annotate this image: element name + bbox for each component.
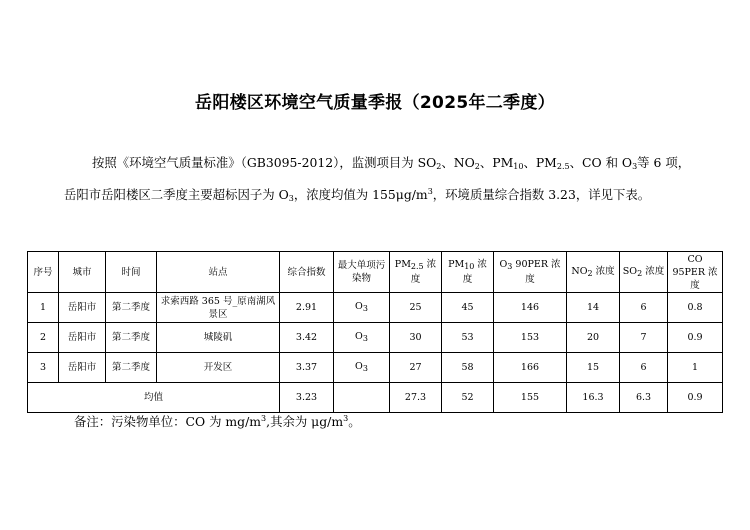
header-o3: $O_3$ 90PER 浓度 [494,252,567,293]
header-city: 城市 [59,252,106,293]
cell-seq: 2 [28,323,59,353]
cell-pm10: 45 [442,293,494,323]
table-row [28,323,723,353]
cell-no2: 14 [567,293,620,323]
cell-station: 城陵矶 [157,323,280,353]
cell-so2: 6 [620,353,668,383]
header-pm25: $PM_{2.5}$ 浓度 [390,252,442,293]
air-quality-table [27,251,723,413]
cell-time: 第二季度 [106,293,157,323]
cell-station: 开发区 [157,353,280,383]
cell-o3: 146 [494,293,567,323]
cell-pollutant: $O_3$ [334,323,390,353]
cell-pollutant: $O_3$ [334,293,390,323]
cell-seq: 3 [28,353,59,383]
footnote: 备注：污染物单位：CO 为 $mg/m^3$,其余为 $\mu g/m^3$。 [74,414,361,429]
cell-city: 岳阳市 [59,323,106,353]
header-station: 站点 [157,252,280,293]
average-pm25: 27.3 [390,383,442,413]
cell-o3: 166 [494,353,567,383]
cell-index: 3.37 [280,353,334,383]
cell-time: 第二季度 [106,323,157,353]
header-no2: $NO_2$ 浓度 [567,252,620,293]
header-pollutant: 最大单项污染物 [334,252,390,293]
table-row [28,293,723,323]
average-o3: 155 [494,383,567,413]
average-so2: 6.3 [620,383,668,413]
cell-seq: 1 [28,293,59,323]
average-co: 0.9 [668,383,723,413]
cell-pm25: 27 [390,353,442,383]
cell-pm10: 53 [442,323,494,353]
cell-no2: 20 [567,323,620,353]
cell-index: 2.91 [280,293,334,323]
table-average-row [28,383,723,413]
cell-city: 岳阳市 [59,293,106,323]
cell-co: 0.9 [668,323,723,353]
header-co: CO 95PER 浓度 [668,252,723,293]
cell-time: 第二季度 [106,353,157,383]
average-no2: 16.3 [567,383,620,413]
cell-co: 0.8 [668,293,723,323]
average-label: 均值 [28,383,280,413]
cell-so2: 6 [620,293,668,323]
cell-pm10: 58 [442,353,494,383]
header-seq: 序号 [28,252,59,293]
cell-pm25: 30 [390,323,442,353]
table-header-row [28,252,723,293]
header-time: 时间 [106,252,157,293]
cell-pm25: 25 [390,293,442,323]
header-index: 综合指数 [280,252,334,293]
cell-so2: 7 [620,323,668,353]
cell-no2: 15 [567,353,620,383]
cell-co: 1 [668,353,723,383]
cell-station: 求索西路 365 号_原南湖风景区 [157,293,280,323]
header-so2: $SO_2$ 浓度 [620,252,668,293]
report-title: 岳阳楼区环境空气质量季报（2025年二季度） [195,93,555,113]
cell-city: 岳阳市 [59,353,106,383]
average-pm10: 52 [442,383,494,413]
table-row [28,353,723,383]
average-pollutant [334,383,390,413]
header-pm10: $PM_{10}$ 浓度 [442,252,494,293]
intro-paragraph: 按照《环境空气质量标准》（GB3095-2012），监测项目为 $SO_2$、$NO_2$、$PM_{10}$、$PM_{2.5}$、CO 和 $O_3$等 6 项，岳阳市岳阳楼区二季度主要超标因子为 $O_3$，浓度均值为 $155\mu g/m^3$，环境质量综合指数 3.23，详见下表。 [64,155,691,203]
average-index: 3.23 [280,383,334,413]
cell-index: 3.42 [280,323,334,353]
cell-o3: 153 [494,323,567,353]
cell-pollutant: $O_3$ [334,353,390,383]
